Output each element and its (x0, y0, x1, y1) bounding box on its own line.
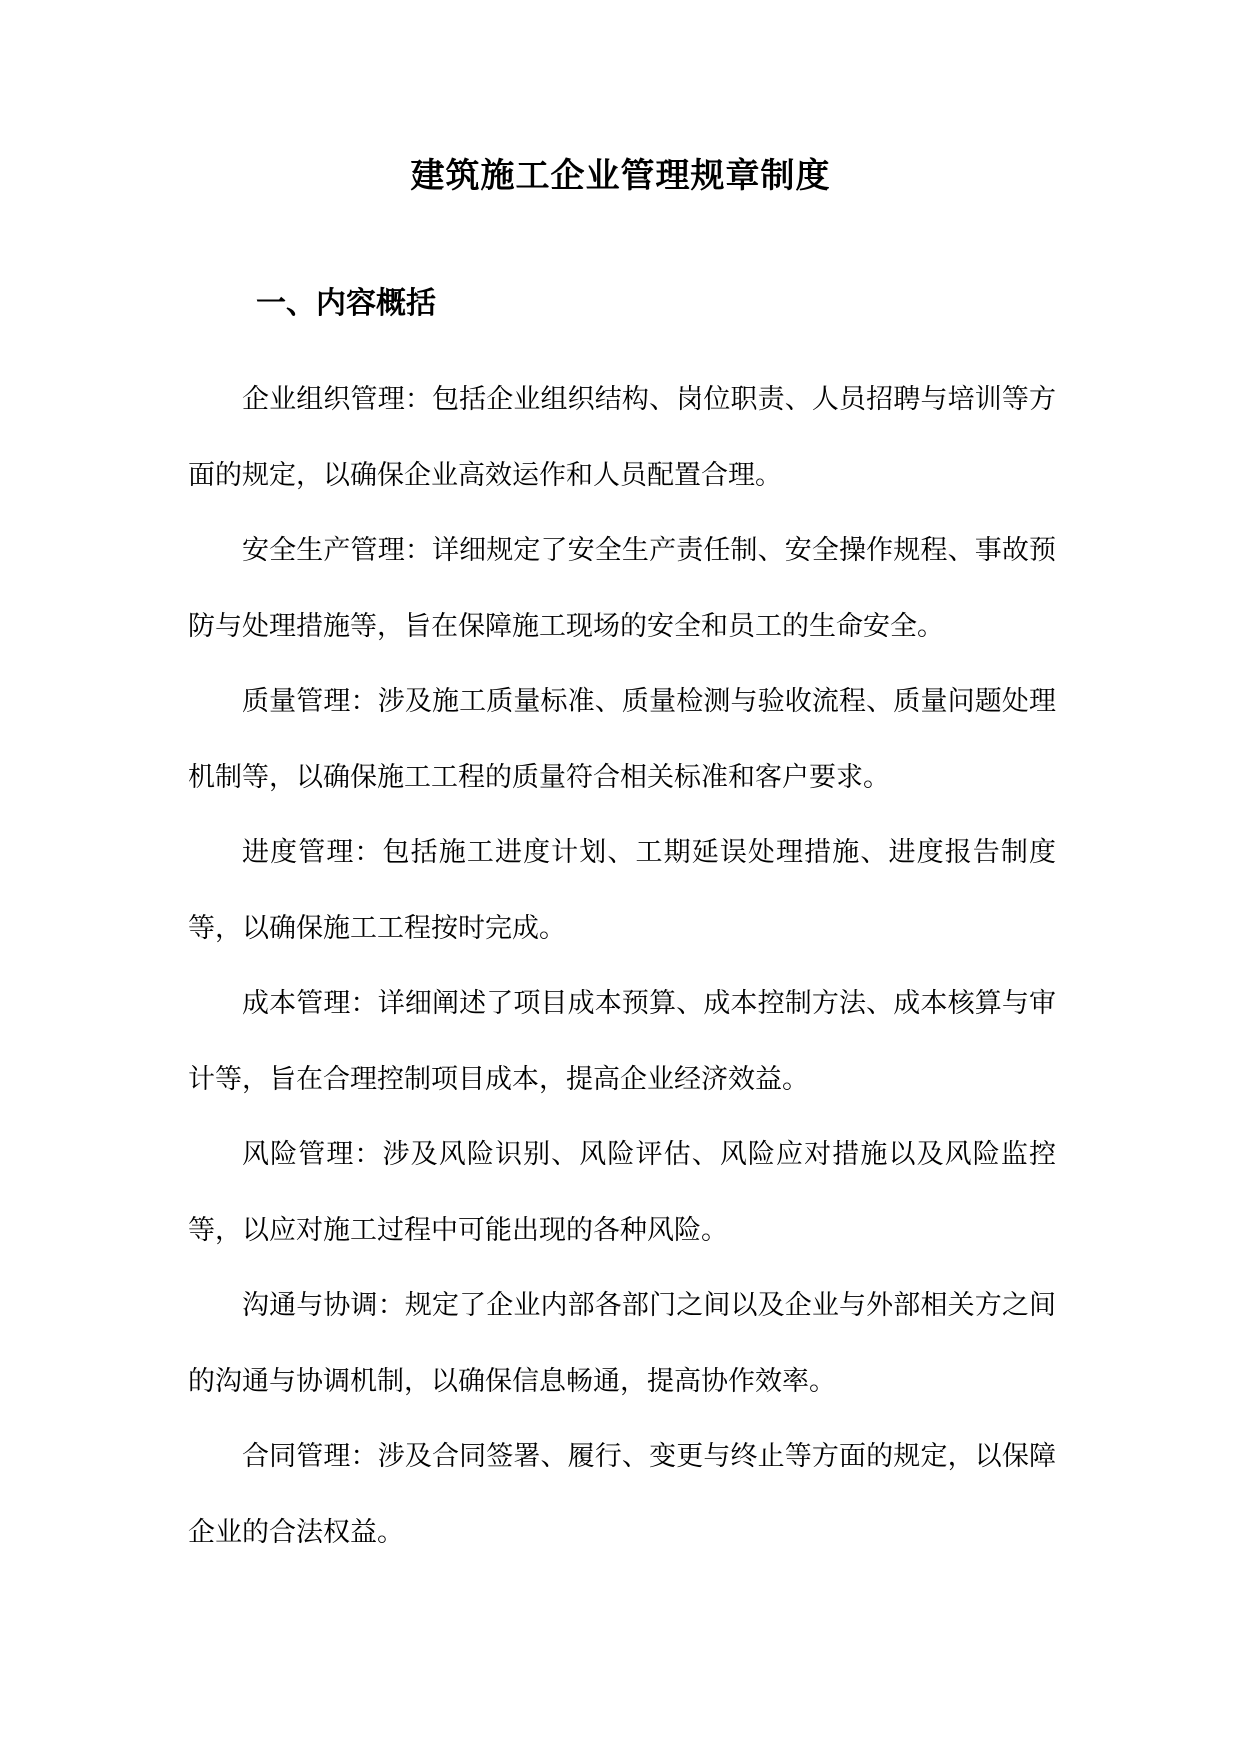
paragraph-communication-coordination: 沟通与协调：规定了企业内部各部门之间以及企业与外部相关方之间的沟通与协调机制，以确保信息畅通，提高协作效率。 (188, 1290, 1056, 1397)
paragraph-risk-management: 风险管理：涉及风险识别、风险评估、风险应对措施以及风险监控等，以应对施工过程中可能出现的各种风险。 (188, 1139, 1056, 1246)
paragraph-safety-management: 安全生产管理：详细规定了安全生产责任制、安全操作规程、事故预防与处理措施等，旨在保障施工现场的安全和员工的生命安全。 (188, 535, 1056, 642)
document-title: 建筑施工企业管理规章制度 (410, 156, 831, 196)
paragraph-quality-management: 质量管理：涉及施工质量标准、质量检测与验收流程、质量问题处理机制等，以确保施工工程的质量符合相关标准和客户要求。 (188, 686, 1056, 793)
section-body (188, 362, 1056, 1570)
paragraph-organization-management: 企业组织管理：包括企业组织结构、岗位职责、人员招聘与培训等方面的规定，以确保企业高效运作和人员配置合理。 (188, 384, 1056, 491)
paragraph-cost-management: 成本管理：详细阐述了项目成本预算、成本控制方法、成本核算与审计等，旨在合理控制项目成本，提高企业经济效益。 (188, 988, 1056, 1095)
paragraph-contract-management: 合同管理：涉及合同签署、履行、变更与终止等方面的规定，以保障企业的合法权益。 (188, 1441, 1056, 1548)
paragraph-schedule-management: 进度管理：包括施工进度计划、工期延误处理措施、进度报告制度等，以确保施工工程按时完成。 (188, 837, 1056, 944)
section-heading: 一、内容概括 (256, 286, 436, 321)
